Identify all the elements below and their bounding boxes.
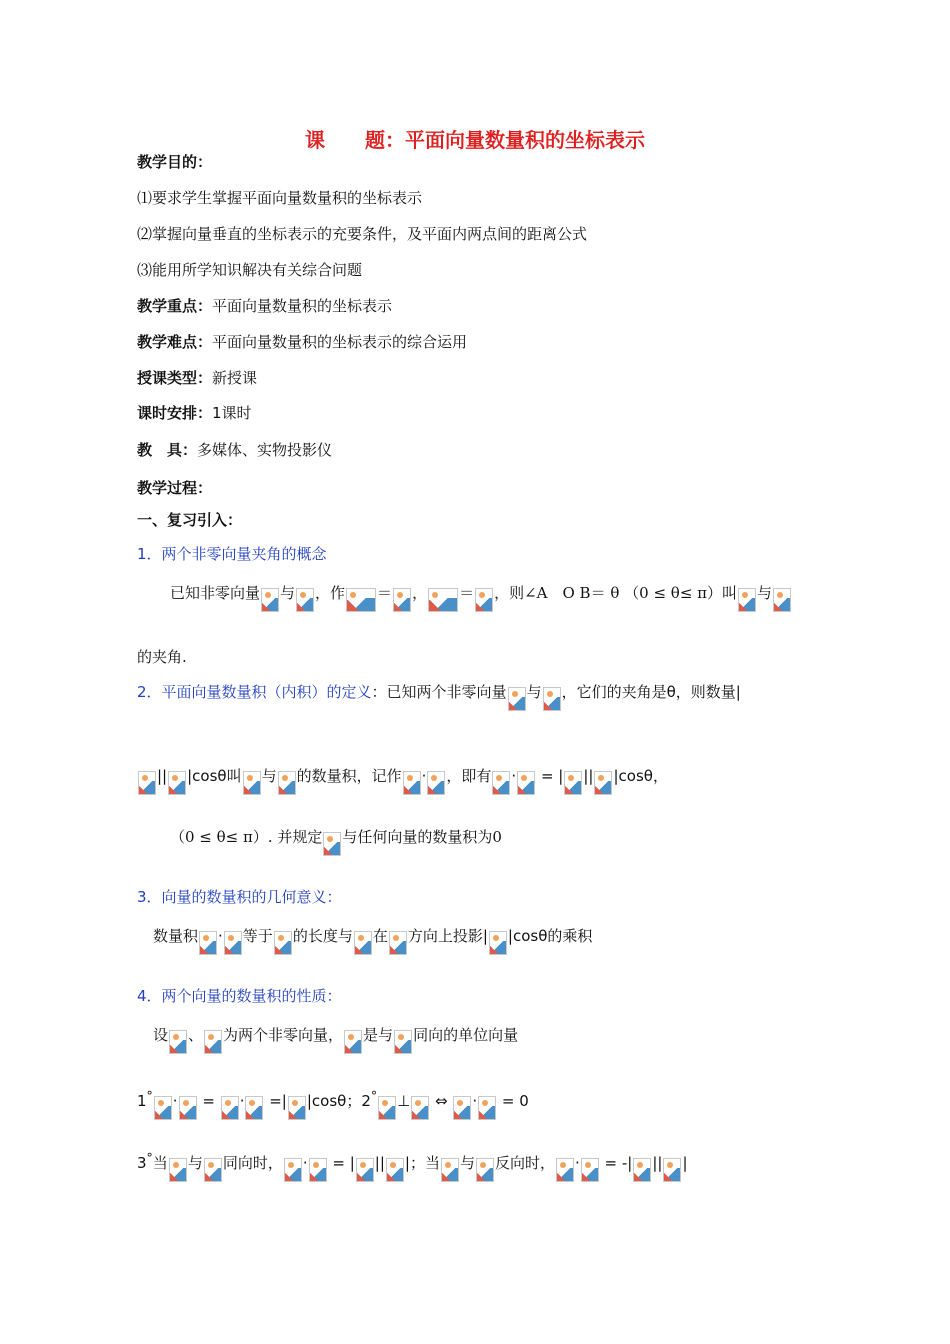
- text-span: |；当: [404, 1154, 440, 1172]
- tools-text: 多媒体、实物投影仪: [197, 441, 333, 459]
- section-1-heading: 1．两个非零向量夹角的概念: [137, 545, 327, 563]
- lesson-type-label: 授课类型：: [137, 369, 213, 387]
- text-span: ||: [157, 767, 168, 785]
- review-label: 一、复习引入：: [137, 511, 243, 529]
- tools-label: 教 具：: [137, 441, 198, 459]
- formula-image-icon: [492, 771, 510, 795]
- formula-image-icon: [403, 771, 421, 795]
- text-span: ，则∠A O B＝ θ （0 ≤ θ≤ π）叫: [494, 584, 738, 602]
- text-span: 设: [153, 1026, 169, 1044]
- text-span: 与: [187, 1154, 203, 1172]
- text-span: |cosθ叫: [187, 767, 242, 785]
- goal-item-1: ⑴要求学生掌握平面向量数量积的坐标表示: [137, 189, 423, 207]
- text-span: 反向时，: [494, 1154, 555, 1172]
- text-span: ＝: [459, 584, 475, 602]
- text-span: ||: [374, 1154, 385, 1172]
- text-span: ⇔: [430, 1092, 453, 1110]
- formula-image-icon: [204, 1158, 222, 1182]
- text-span: 与: [526, 683, 542, 701]
- text-span: 同向的单位向量: [413, 1026, 519, 1044]
- text-span: 与任何向量的数量积为0: [342, 828, 502, 846]
- text-span: = -|: [599, 1154, 633, 1172]
- key-point-row: [137, 296, 392, 316]
- formula-image-icon: [288, 1096, 306, 1120]
- text-span: 与: [459, 1154, 475, 1172]
- text-span: ||: [652, 1154, 663, 1172]
- text-span: ·: [302, 1154, 308, 1172]
- text-span: = |: [327, 1154, 355, 1172]
- property-1-2: [137, 1086, 529, 1120]
- section-4-body: [153, 1025, 518, 1054]
- formula-image-icon: [221, 1096, 239, 1120]
- formula-image-icon: [199, 931, 217, 955]
- property-3: [137, 1148, 688, 1182]
- text-span: ·: [421, 767, 427, 785]
- formula-image-icon: [323, 832, 341, 856]
- formula-image-icon: [356, 1158, 374, 1182]
- difficulty-label: 教学难点：: [137, 333, 213, 351]
- formula-image-icon: [309, 1158, 327, 1182]
- text-span: ，它们的夹角是θ，则数量|: [561, 683, 741, 701]
- text-span: 的长度与: [292, 927, 353, 945]
- formula-image-icon: [243, 771, 261, 795]
- text-span: 同向时，: [222, 1154, 283, 1172]
- section-1-body: [170, 583, 792, 612]
- text-span: ·: [172, 1092, 178, 1110]
- formula-image-icon: [441, 1158, 459, 1182]
- section-2-line-1: [137, 682, 741, 711]
- formula-image-icon: [508, 687, 526, 711]
- formula-image-icon: [393, 588, 411, 612]
- formula-image-icon: [543, 687, 561, 711]
- formula-image-icon: [274, 931, 292, 955]
- formula-image-icon: [169, 1030, 187, 1054]
- text-span: |cosθ；2: [306, 1092, 371, 1110]
- formula-image-icon: [594, 771, 612, 795]
- text-span: 等于: [242, 927, 273, 945]
- text-span: 当: [152, 1154, 168, 1172]
- text-span: ·: [472, 1092, 478, 1110]
- text-span: 与: [261, 767, 277, 785]
- formula-image-icon: [428, 588, 458, 612]
- formula-image-icon: [489, 931, 507, 955]
- text-span: 数量积: [153, 927, 199, 945]
- text-span: 3: [137, 1154, 147, 1172]
- key-point-text: 平面向量数量积的坐标表示: [212, 297, 393, 315]
- text-span: 方向上投影|: [407, 927, 488, 945]
- difficulty-row: [137, 332, 467, 352]
- section-2-line-3: [170, 827, 502, 856]
- formula-image-icon: [154, 1096, 172, 1120]
- text-span: 已知非零向量: [170, 584, 261, 602]
- formula-image-icon: [581, 1158, 599, 1182]
- text-span: |: [682, 1154, 688, 1172]
- lesson-type-row: [137, 368, 257, 388]
- formula-image-icon: [278, 771, 296, 795]
- text-span: 的数量积，记作: [296, 767, 402, 785]
- formula-image-icon: [138, 771, 156, 795]
- text-span: ·: [239, 1092, 245, 1110]
- text-span: |cosθ，: [613, 767, 668, 785]
- text-span: ·: [575, 1154, 580, 1172]
- formula-image-icon: [168, 771, 186, 795]
- formula-image-icon: [169, 1158, 187, 1182]
- section-1-continuation: 的夹角.: [137, 648, 187, 666]
- formula-image-icon: [773, 588, 791, 612]
- text-span: ·: [218, 927, 223, 945]
- text-span: ＝: [377, 584, 393, 602]
- formula-image-icon: [386, 1158, 404, 1182]
- goal-item-2: ⑵掌握向量垂直的坐标表示的充要条件，及平面内两点间的距离公式: [137, 225, 588, 243]
- text-span: ，作: [315, 584, 346, 602]
- formula-image-icon: [245, 1096, 263, 1120]
- schedule-label: 课时安排：: [137, 404, 213, 422]
- formula-image-icon: [296, 588, 314, 612]
- formula-image-icon: [427, 771, 445, 795]
- formula-image-icon: [179, 1096, 197, 1120]
- formula-image-icon: [261, 588, 279, 612]
- text-span: = |: [536, 767, 564, 785]
- text-span: |cosθ的乘积: [507, 927, 593, 945]
- text-span: = 0: [497, 1092, 529, 1110]
- text-span: 与: [280, 584, 296, 602]
- section-2-line-2: [137, 766, 668, 795]
- section-3-body: [153, 926, 592, 955]
- formula-image-icon: [564, 771, 582, 795]
- page-title: 课 题：平面向量数量积的坐标表示: [305, 128, 645, 152]
- formula-image-icon: [346, 588, 376, 612]
- text-span: =|: [264, 1092, 287, 1110]
- text-span: 为两个非零向量，: [223, 1026, 344, 1044]
- formula-image-icon: [344, 1030, 362, 1054]
- formula-image-icon: [284, 1158, 302, 1182]
- formula-image-icon: [663, 1158, 681, 1182]
- degree-mark: °: [146, 1088, 153, 1103]
- key-point-label: 教学重点：: [137, 297, 213, 315]
- formula-image-icon: [224, 931, 242, 955]
- tools-row: [137, 440, 332, 460]
- text-span: ：已知两个非零向量: [371, 683, 507, 701]
- text-span: ||: [583, 767, 594, 785]
- formula-image-icon: [478, 1096, 496, 1120]
- formula-image-icon: [633, 1158, 651, 1182]
- text-span: （0 ≤ θ≤ π）. 并规定: [170, 828, 323, 846]
- text-span: ，即有: [446, 767, 492, 785]
- formula-image-icon: [389, 931, 407, 955]
- formula-image-icon: [475, 588, 493, 612]
- text-span: ，: [412, 584, 428, 602]
- section-3-heading: 3．向量的数量积的几何意义：: [137, 888, 342, 906]
- section-4-heading: 4．两个向量的数量积的性质：: [137, 987, 342, 1005]
- goals-label: 教学目的：: [137, 153, 213, 171]
- schedule-row: [137, 403, 252, 423]
- formula-image-icon: [394, 1030, 412, 1054]
- text-span: 、: [188, 1026, 204, 1044]
- process-label: 教学过程：: [137, 479, 213, 497]
- text-span: 与: [757, 584, 773, 602]
- text-span: =: [197, 1092, 220, 1110]
- text-span: 在: [372, 927, 388, 945]
- degree-mark: °: [370, 1088, 378, 1103]
- lesson-type-text: 新授课: [212, 369, 258, 387]
- formula-image-icon: [411, 1096, 429, 1120]
- section-2-heading: 2．平面向量数量积（内积）的定义: [137, 683, 372, 701]
- formula-image-icon: [556, 1158, 574, 1182]
- schedule-text: 1课时: [212, 404, 252, 422]
- difficulty-text: 平面向量数量积的坐标表示的综合运用: [212, 333, 468, 351]
- goal-item-3: ⑶能用所学知识解决有关综合问题: [137, 261, 363, 279]
- degree-mark: °: [146, 1150, 153, 1165]
- formula-image-icon: [517, 771, 535, 795]
- formula-image-icon: [476, 1158, 494, 1182]
- formula-image-icon: [738, 588, 756, 612]
- text-span: 是与: [363, 1026, 394, 1044]
- formula-image-icon: [378, 1096, 396, 1120]
- text-span: 1: [137, 1092, 147, 1110]
- text-span: ⊥: [397, 1092, 411, 1110]
- text-span: ·: [511, 767, 517, 785]
- formula-image-icon: [453, 1096, 471, 1120]
- formula-image-icon: [204, 1030, 222, 1054]
- formula-image-icon: [354, 931, 372, 955]
